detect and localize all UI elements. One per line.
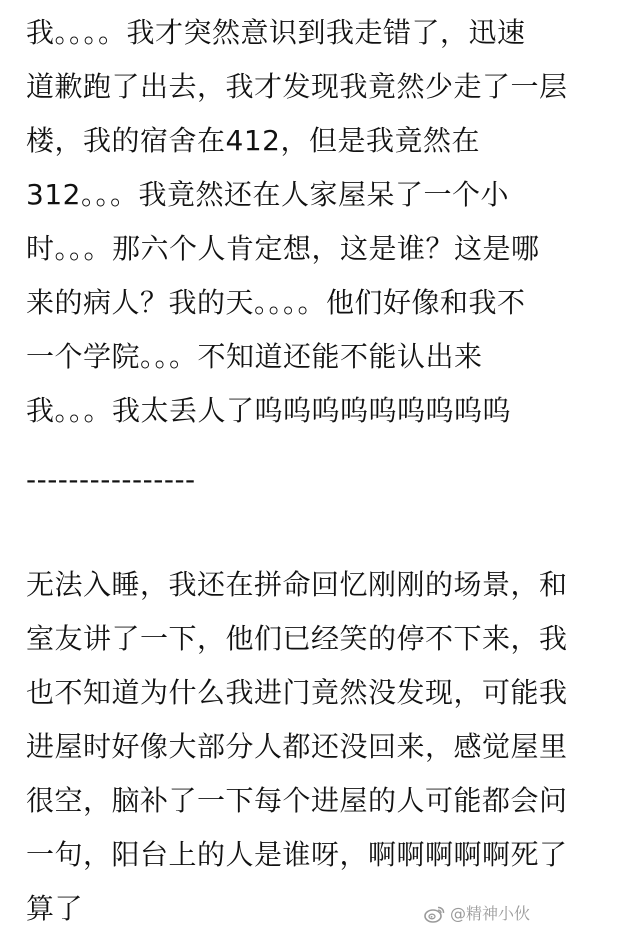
text-line: 也不知道为什么我进门竟然没发现，可能我	[26, 676, 568, 709]
watermark	[424, 904, 530, 924]
text-line: 时。。。那六个人肯定想，这是谁？这是哪	[26, 232, 540, 265]
text-line: 道歉跑了出去，我才发现我竟然少走了一层	[26, 70, 568, 103]
text-line: 很空，脑补了一下每个进屋的人可能都会问	[26, 784, 568, 817]
text-line: 我。。。我太丢人了呜呜呜呜呜呜呜呜呜	[26, 394, 512, 427]
watermark-text: @精神小伙	[449, 904, 530, 923]
text-line: 来的病人？我的天。。。。他们好像和我不	[26, 286, 526, 319]
text-line: 算了	[26, 892, 84, 925]
text-line: 312。。。我竟然还在人家屋呆了一个小	[26, 178, 509, 211]
text-line: 我。。。。我才突然意识到我走错了，迅速	[26, 16, 526, 49]
text-line: 楼，我的宿舍在412，但是我竟然在	[26, 124, 480, 157]
text-line: 进屋时好像大部分人都还没回来，感觉屋里	[26, 730, 568, 763]
text-line: 一个学院。。。不知道还能不能认出来	[26, 340, 483, 373]
paragraph-1	[26, 6, 626, 438]
paragraph-2	[26, 558, 626, 936]
weibo-icon	[424, 905, 446, 923]
text-line: 无法入睡，我还在拼命回忆刚刚的场景，和	[26, 568, 568, 601]
text-line: 室友讲了一下，他们已经笑的停不下来，我	[26, 622, 568, 655]
text-divider: ----------------	[26, 463, 196, 496]
text-line: 一句，阳台上的人是谁呀，啊啊啊啊啊死了	[26, 838, 568, 871]
